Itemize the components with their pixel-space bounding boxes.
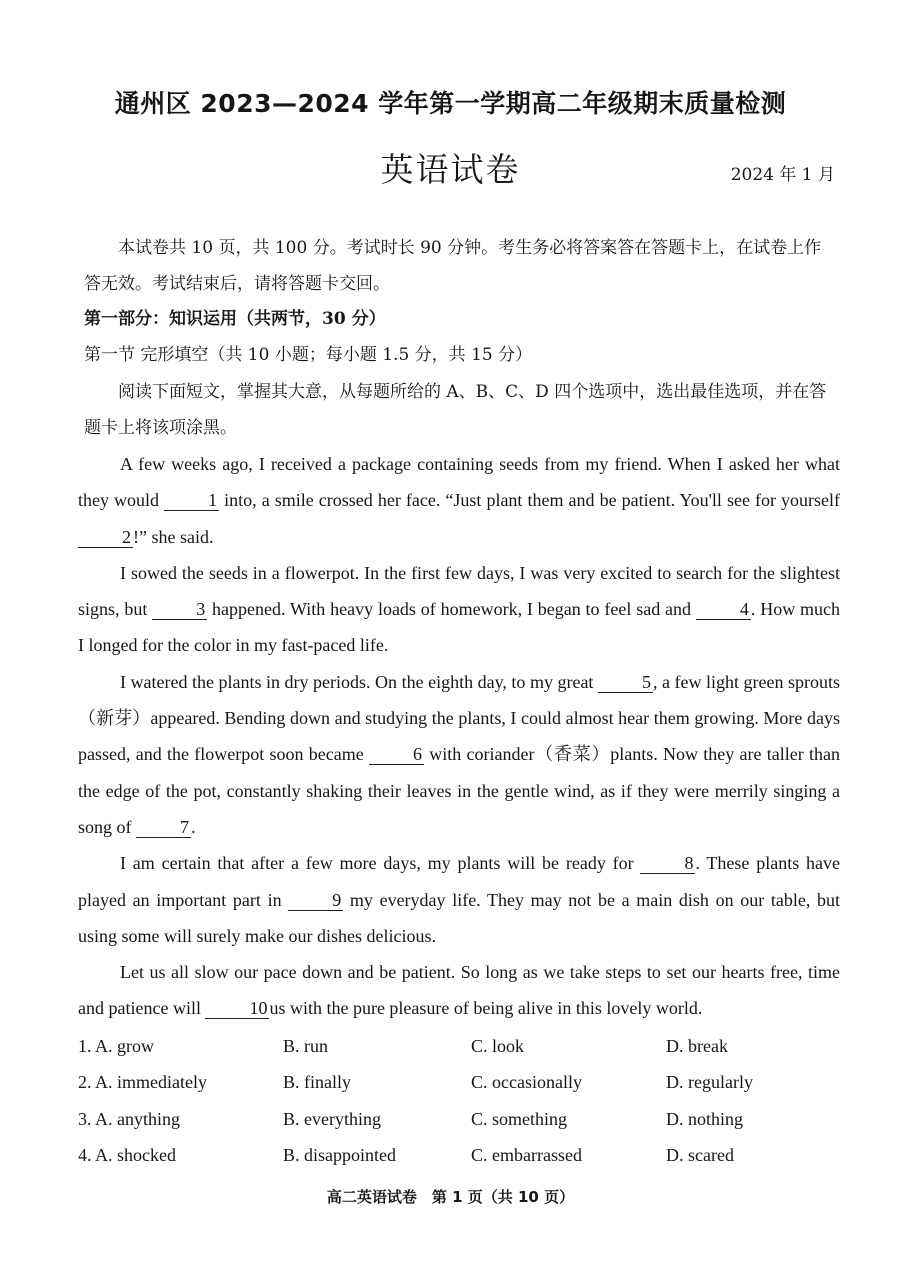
option-a: 1. A. grow [78, 1035, 154, 1056]
passage-text: I am certain that after a few more days, my plants will be ready for [120, 853, 634, 874]
passage-paragraph [78, 954, 840, 1027]
passage-text: !” she said. [133, 526, 214, 547]
option-b: B. run [283, 1035, 328, 1056]
option-d: D. break [666, 1035, 728, 1056]
passage-paragraph [78, 555, 840, 664]
passage-text: into, a smile crossed her face. “Just plant them and be patient. You'll see for yourself [224, 490, 841, 511]
option-d: D. regularly [666, 1072, 753, 1093]
option-c: C. look [471, 1035, 525, 1056]
subject-title: 英语试卷 [380, 150, 521, 189]
option-d: D. nothing [666, 1108, 744, 1129]
answer-blank: 10 [205, 998, 269, 1019]
passage-text: us with the pure pleasure of being alive in this lovely world. [269, 998, 703, 1019]
section-title: 第一节 完形填空（共 10 小题；每小题 1.5 分，共 15 分） [84, 345, 533, 365]
question-row [78, 1065, 848, 1102]
option-a: 3. A. anything [78, 1108, 180, 1129]
cloze-passage [78, 446, 840, 1027]
question-row [78, 1028, 848, 1065]
passage-text: Let us all slow our pace down and be patient. So long as we take steps to set our hearts free, time and patience will [78, 962, 840, 1019]
passage-text: my everyday life. They may not be a main dish on our table, but using some will surely make our dishes delicious. [78, 889, 841, 946]
answer-blank: 9 [288, 890, 343, 911]
answer-blank: 3 [152, 599, 207, 620]
passage-text: , a few light green sprouts（新芽）appeared. Bending down and studying the plants, I could almost hear them growing. More days passed, and the flowerpot soon became [78, 671, 841, 765]
question-row [78, 1138, 848, 1175]
answer-blank: 6 [369, 744, 424, 765]
passage-text: I watered the plants in dry periods. On the eighth day, to my great [120, 671, 594, 692]
page-footer: 高二英语试卷 第 1 页（共 10 页） [326, 1188, 575, 1206]
answer-blank: 7 [136, 817, 191, 838]
question-row [78, 1101, 848, 1138]
exam-title: 通州区 2023—2024 学年第一学期高二年级期末质量检测 [114, 89, 787, 118]
section-directions: 阅读下面短文，掌握其大意，从每题所给的 A、B、C、D 四个选项中，选出最佳选项，并在答题卡上将该项涂黑。 [84, 382, 827, 438]
answer-blank: 1 [164, 490, 219, 511]
option-c: C. occasionally [471, 1072, 582, 1093]
passage-text: with coriander（香菜）plants. Now they are taller than the edge of the pot, constantly shaking their leaves in the gentle wind, as if they were merrily singing a song of [78, 744, 840, 837]
passage-paragraph [78, 845, 840, 954]
passage-paragraph [78, 664, 840, 845]
option-d: D. scared [666, 1145, 734, 1166]
answer-options [78, 1028, 848, 1174]
passage-text: . How much I longed for the color in my fast-paced life. [78, 599, 841, 656]
exam-instructions: 本试卷共 10 页，共 100 分。考试时长 90 分钟。考生务必将答案答在答题卡上，在试卷上作答无效。考试结束后，请将答题卡交回。 [84, 238, 822, 294]
option-c: C. something [471, 1108, 568, 1129]
passage-text: happened. With heavy loads of homework, I began to feel sad and [212, 599, 692, 620]
passage-text: I sowed the seeds in a flowerpot. In the first few days, I was very excited to search for the slightest signs, but [78, 562, 840, 620]
option-a: 2. A. immediately [78, 1072, 207, 1093]
passage-paragraph [78, 446, 840, 555]
answer-blank: 5 [598, 672, 653, 693]
answer-blank: 4 [696, 599, 751, 620]
option-b: B. disappointed [283, 1145, 396, 1166]
passage-text: . These plants have played an important part in [78, 853, 840, 910]
part-title: 第一部分：知识运用（共两节，30 分） [84, 309, 386, 329]
passage-text: . [191, 816, 196, 837]
option-c: C. embarrassed [471, 1145, 582, 1166]
answer-blank: 2 [78, 527, 133, 548]
option-b: B. everything [283, 1108, 381, 1129]
exam-date: 2024 年 1 月 [730, 165, 835, 185]
option-a: 4. A. shocked [78, 1145, 176, 1166]
option-b: B. finally [283, 1072, 351, 1093]
answer-blank: 8 [640, 853, 695, 874]
passage-text: A few weeks ago, I received a package containing seeds from my friend. When I asked her what they would [78, 454, 840, 511]
